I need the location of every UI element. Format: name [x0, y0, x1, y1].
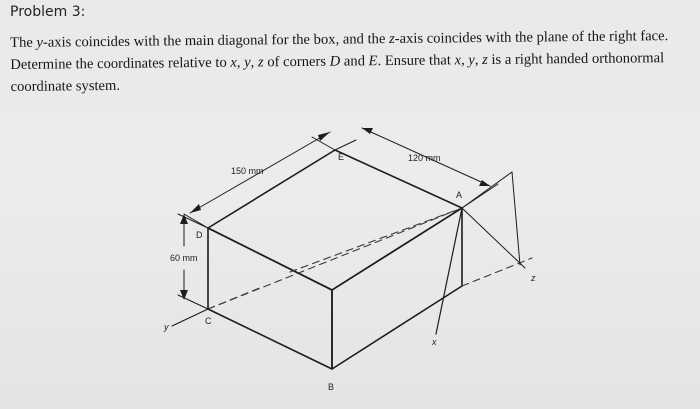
x-axis-line: [436, 208, 462, 334]
text-run: The: [10, 34, 37, 51]
corner-label-a: A: [456, 190, 463, 200]
math-symbol: x: [454, 52, 462, 69]
axis-label-z: z: [531, 273, 536, 283]
hidden-edge-back: [208, 287, 262, 309]
math-symbol: y: [36, 34, 44, 51]
box-front-face: [208, 228, 332, 369]
text-run: ,: [236, 54, 245, 71]
arrow-width-end: [318, 132, 330, 141]
arrow-width-start: [190, 204, 201, 213]
math-symbol: x: [230, 54, 237, 71]
text-run: ,: [474, 52, 483, 69]
arrow-height-bottom: [180, 290, 188, 300]
dim-ext-a3: [512, 172, 520, 265]
dim-depth-ext1: [335, 140, 356, 150]
text-run: -axis coincides with the main diagonal for the box, and the: [42, 31, 390, 51]
dim-width-label: 150 mm: [231, 166, 264, 176]
arrow-depth-start: [362, 128, 373, 134]
text-run: ,: [460, 52, 469, 69]
y-axis-line: [172, 309, 208, 326]
dim-height-label: 60 mm: [170, 253, 198, 263]
corner-label-b: B: [328, 382, 335, 392]
problem-heading: Problem 3:: [10, 4, 86, 20]
axis-label-y: y: [164, 322, 169, 332]
corner-label-c: C: [205, 316, 212, 326]
text-run: and: [340, 53, 369, 70]
math-symbol: D: [329, 53, 341, 70]
math-symbol: z: [482, 51, 488, 69]
text-run: . Ensure that: [377, 52, 455, 70]
math-symbol: z: [388, 30, 395, 48]
text-run: ,: [250, 54, 259, 71]
arrow-depth-end: [479, 180, 490, 186]
text-run: -axis coincides with the plane of the right face. Determine the coordinates relative to: [10, 28, 669, 73]
math-symbol: y: [468, 52, 475, 69]
text-run: of corners: [263, 53, 330, 71]
axis-label-x: x: [432, 337, 437, 347]
dim-ext-a1: [462, 172, 512, 208]
corner-label-d: D: [196, 230, 203, 240]
dim-height-ext2: [178, 295, 208, 309]
corner-label-e: E: [338, 152, 345, 162]
math-symbol: z: [257, 54, 264, 71]
dim-depth-label: 120 mm: [408, 153, 441, 163]
dim-width-ext2: [312, 137, 335, 150]
text-run: is a right handed orthonormal coordinate system.: [10, 50, 665, 95]
math-symbol: E: [368, 53, 378, 70]
math-symbol: y: [244, 54, 251, 71]
z-axis-dashed: [462, 258, 532, 286]
